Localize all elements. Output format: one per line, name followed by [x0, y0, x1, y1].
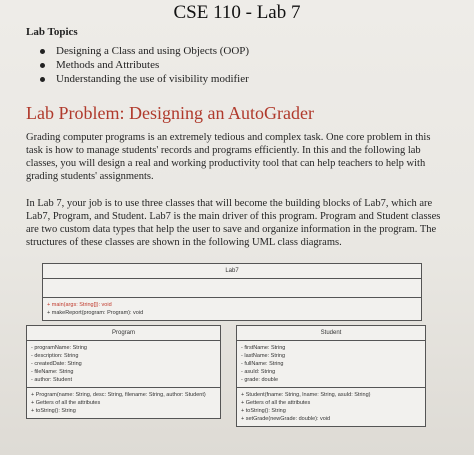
- uml-attributes: [237, 341, 425, 387]
- uml-attribute: - grade: double: [241, 377, 278, 383]
- uml-attribute: - fullName: String: [241, 361, 284, 367]
- uml-class-lab7: [42, 263, 422, 321]
- uml-method: + Getters of all the attributes: [241, 400, 311, 406]
- uml-method: + main(args: String[]): void: [47, 302, 112, 308]
- uml-attribute: - asuId: String: [241, 369, 276, 375]
- problem-paragraph: Grading computer programs is an extremely tedious and complex task. One core problem in this task is how to manage students' records and programs efficiently. In this and the following lab classes, you will design a real and working productivity tool that can help teachers to help with grading students' assignments.: [26, 132, 431, 182]
- problem-paragraph: In Lab 7, your job is to use three classes that will become the building blocks of Lab7, which are Lab7, Program, and Student. Lab7 is the main driver of this program. Program and Student classes are two custom data types that help the user to save and organize information in the program. The structures of these classes are shown in the following UML class diagrams.: [26, 198, 441, 248]
- problem-heading: Lab Problem: Designing an AutoGrader: [26, 103, 314, 123]
- uml-method: + Student(fname: String, lname: String, asuId: String): [241, 392, 371, 398]
- uml-method: + toString(): String: [241, 408, 286, 414]
- uml-attribute: - fileName: String: [31, 369, 74, 375]
- uml-class-student: [236, 325, 426, 427]
- uml-attributes: [43, 279, 421, 297]
- uml-attributes: [27, 341, 220, 387]
- uml-attribute: - author: Student: [31, 377, 72, 383]
- lab-topics-list: [38, 44, 249, 86]
- uml-class-name: Lab7: [43, 264, 421, 279]
- uml-class-name: Program: [27, 326, 220, 341]
- uml-attribute: - lastName: String: [241, 353, 286, 359]
- uml-attribute: - createdDate: String: [31, 361, 82, 367]
- uml-methods: [27, 387, 220, 418]
- page-title: CSE 110 - Lab 7: [173, 2, 301, 23]
- uml-class-program: [26, 325, 221, 419]
- uml-attribute: - programName: String: [31, 345, 87, 351]
- uml-attribute: - description: String: [31, 353, 79, 359]
- list-item: Understanding the use of visibility modifier: [38, 72, 249, 86]
- uml-class-name: Student: [237, 326, 425, 341]
- list-item: Designing a Class and using Objects (OOP): [38, 44, 249, 58]
- uml-attribute: - firstName: String: [241, 345, 286, 351]
- uml-method: + Getters of all the attributes: [31, 400, 101, 406]
- uml-method: + setGrade(newGrade: double): void: [241, 416, 331, 422]
- uml-methods: [237, 387, 425, 426]
- uml-method: + Program(name: String, desc: String, filename: String, author: Student): [31, 392, 206, 398]
- list-item: Methods and Attributes: [38, 58, 249, 72]
- uml-methods: [43, 297, 421, 320]
- uml-method: + makeReport(program: Program): void: [47, 310, 144, 316]
- lab-topics-heading: Lab Topics: [26, 26, 78, 38]
- uml-method: + toString(): String: [31, 408, 76, 414]
